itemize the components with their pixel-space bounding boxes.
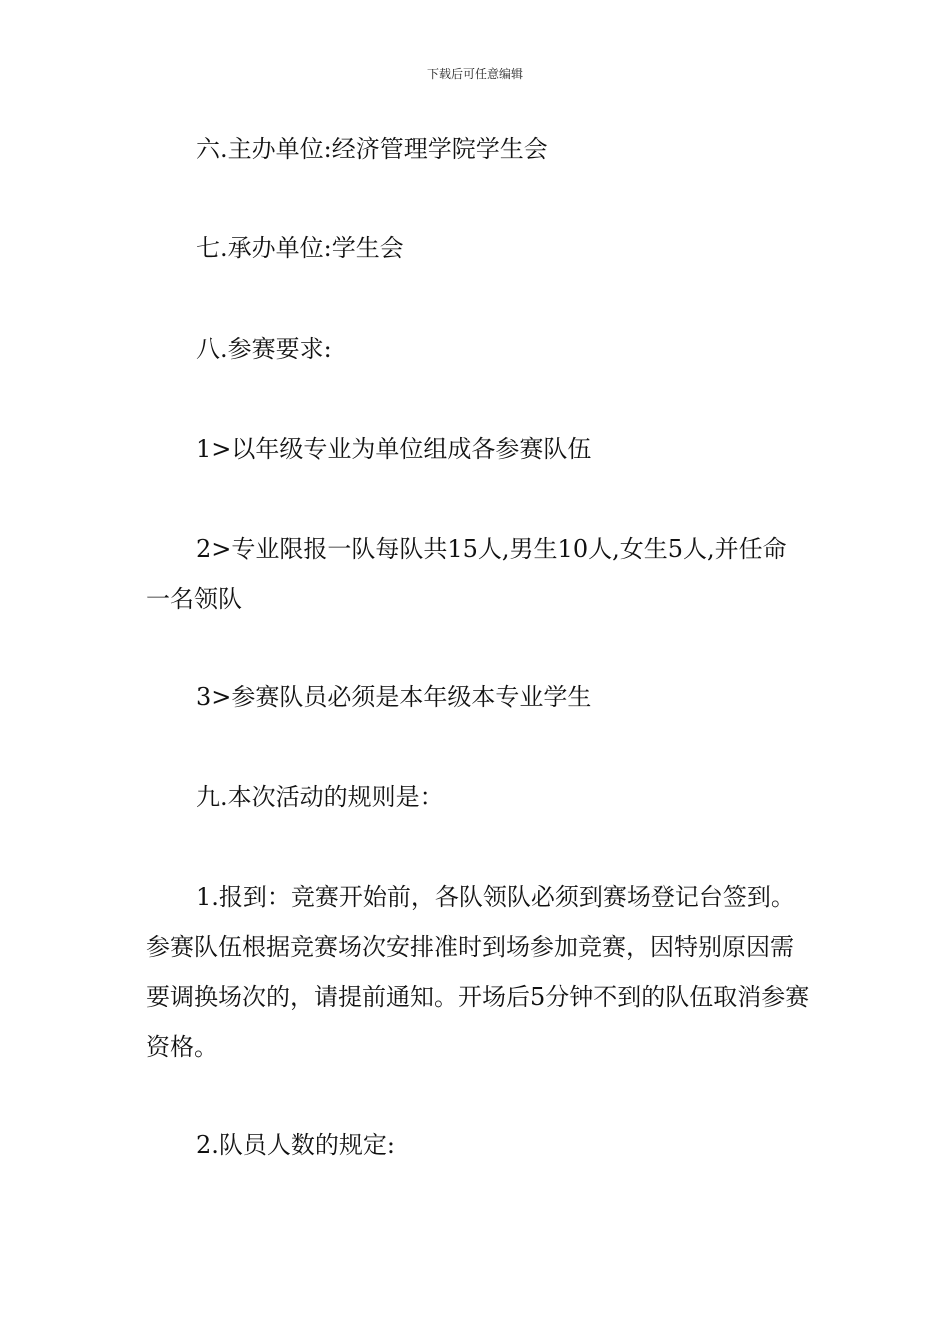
paragraph-co-organizer: 七.承办单位:学生会 bbox=[196, 234, 404, 262]
paragraph-requirement-2: 2>专业限报一队每队共15人,男生10人,女生5人,并任命一名领队 bbox=[146, 535, 787, 613]
paragraph-rule-1: 1.报到：竞赛开始前，各队领队必须到赛场登记台签到。参赛队伍根据竞赛场次安排准时到场参加竞赛，因特别原因需要调换场次的，请提前通知。开场后5分钟不到的队伍取消参赛资格。 bbox=[146, 883, 810, 1061]
paragraph-requirements-heading: 八.参赛要求: bbox=[196, 335, 332, 363]
paragraph-requirement-3: 3>参赛队员必须是本年级本专业学生 bbox=[196, 683, 592, 711]
paragraph-requirement-1: 1>以年级专业为单位组成各参赛队伍 bbox=[196, 435, 592, 463]
paragraph-rules-heading: 九.本次活动的规则是： bbox=[196, 783, 444, 811]
page-header: 下载后可任意编辑 bbox=[426, 67, 523, 81]
paragraph-organizer: 六.主办单位:经济管理学院学生会 bbox=[196, 135, 548, 163]
paragraph-rule-2: 2.队员人数的规定: bbox=[196, 1131, 395, 1159]
